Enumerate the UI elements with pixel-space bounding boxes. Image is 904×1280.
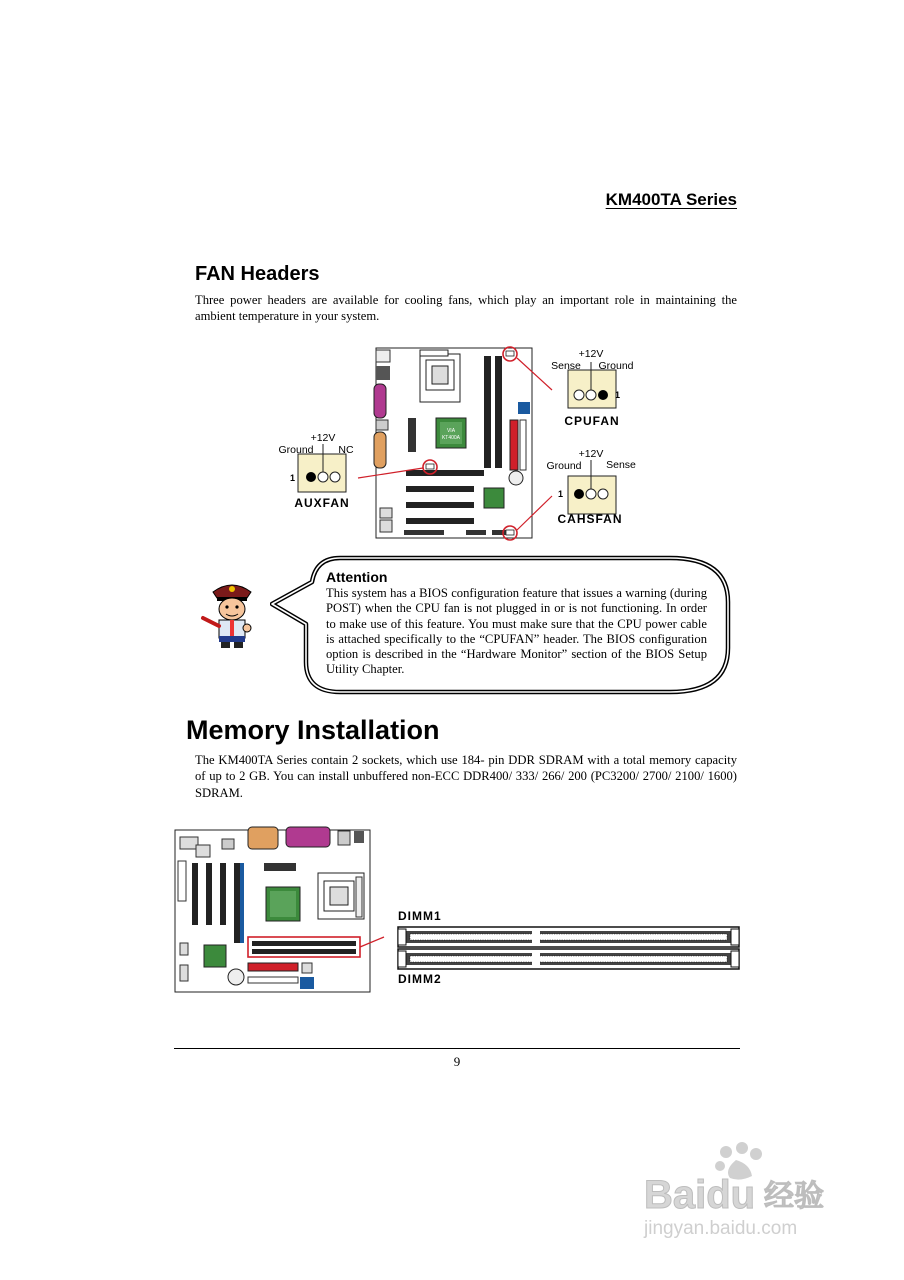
footer-divider [174,1048,740,1049]
cahsfan-12v-label: +12V [578,448,604,460]
auxfan-12v-label: +12V [310,432,336,444]
memory-installation-intro: The KM400TA Series contain 2 sockets, which use 184- pin DDR SDRAM with a total memory capacity of up to 2 GB. You can install unbuffered non-ECC DDR400/ 333/ 266/ 200 (PC3200/ 2700/ 2100/ 1600) SDRAM. [195,753,737,800]
series-header: KM400TA Series [605,190,737,209]
auxfan-nc-label: NC [338,444,354,456]
attention-text: This system has a BIOS configuration feature that issues a warning (during POST) when the CPU fan is not plugged in or is not functioning. In order to make use of this feature. You must make sure that the CPU power cable is attached specifically to the “CPUFAN” header. The BIOS configuration option is described in the “Hardware Monitor” section of the BIOS Setup Utility Chapter. [326,586,707,677]
cahsfan-ground-label: Ground [546,460,582,472]
cpufan-pin1-label: 1 [615,390,621,400]
page-number: 9 [453,1054,461,1069]
auxfan-label: AUXFAN [294,496,350,510]
cahsfan-label: CAHSFAN [557,512,623,526]
svg-text:Baidu: Baidu [644,1173,756,1217]
cpufan-sense-label: Sense [551,360,581,372]
dimm2-label: DIMM2 [398,972,442,986]
cpufan-ground-label: Ground [598,360,634,372]
cahsfan-sense-label: Sense [606,459,636,471]
svg-text:KT400A: KT400A [441,435,461,441]
police-mascot-icon [197,578,267,650]
svg-text:经验: 经验 [764,1179,824,1214]
baidu-watermark-logo [640,1142,860,1242]
dimm1-label: DIMM1 [398,909,442,923]
memory-diagram [170,825,745,995]
cpufan-label: CPUFAN [564,414,620,428]
auxfan-ground-label: Ground [278,444,314,456]
auxfan-pin1-label: 1 [290,473,296,483]
cpufan-12v-label: +12V [578,348,604,360]
cahsfan-pin1-label: 1 [558,489,564,499]
attention-title: Attention [326,569,388,585]
fan-headers-title: FAN Headers [195,263,320,285]
fan-headers-intro: Three power headers are available for cooling fans, which play an important role in maintaining the ambient temperature in your system. [195,293,737,324]
svg-text:jingyan.baidu.com: jingyan.baidu.com [644,1218,798,1239]
fan-headers-diagram [270,340,660,545]
svg-text:VIA: VIA [446,428,456,434]
memory-installation-title: Memory Installation [186,715,440,745]
